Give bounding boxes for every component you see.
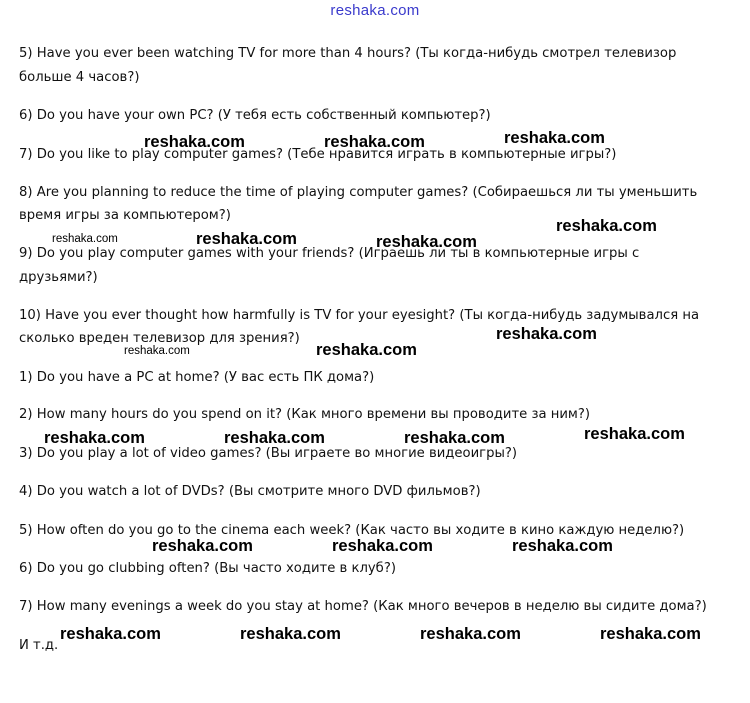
watermark: reshaka.com xyxy=(496,325,597,343)
watermark: reshaka.com xyxy=(52,233,118,245)
watermark: reshaka.com xyxy=(196,230,297,248)
text-line: 10) Have you ever thought how harmfully is TV for your eyesight? (Ты когда-нибудь задумывался на xyxy=(19,308,700,323)
watermark: reshaka.com xyxy=(504,129,605,147)
watermark: reshaka.com xyxy=(144,133,245,151)
text-line: больше 4 часов?) xyxy=(19,70,140,85)
text-line: 7) How many evenings a week do you stay at home? (Как много вечеров в неделю вы сидите дома?) xyxy=(19,599,707,614)
text-line: 3) Do you play a lot of video games? (Вы играете во многие видеоигры?) xyxy=(19,446,518,461)
watermark: reshaka.com xyxy=(44,429,145,447)
watermark: reshaka.com xyxy=(316,341,417,359)
text-line: 4) Do you watch a lot of DVDs? (Вы смотрите много DVD фильмов?) xyxy=(19,484,481,499)
watermark: reshaka.com xyxy=(584,425,685,443)
text-line: 1) Do you have a PC at home? (У вас есть ПК дома?) xyxy=(19,370,375,385)
watermark: reshaka.com xyxy=(556,217,657,235)
text-line: 8) Are you planning to reduce the time of playing computer games? (Собираешься ли ты уменьшить xyxy=(19,185,698,200)
text-line: друзьями?) xyxy=(19,270,98,285)
text-line: время игры за компьютером?) xyxy=(19,208,231,223)
text-line: 9) Do you play computer games with your friends? (Играешь ли ты в компьютерные игры с xyxy=(19,246,640,261)
watermark: reshaka.com xyxy=(60,625,161,643)
text-line: 6) Do you go clubbing often? (Вы часто ходите в клуб?) xyxy=(19,561,396,576)
watermark: reshaka.com xyxy=(324,133,425,151)
watermark: reshaka.com xyxy=(404,429,505,447)
text-line: 2) How many hours do you spend on it? (Как много времени вы проводите за ним?) xyxy=(19,407,591,422)
site-header-link[interactable]: reshaka.com xyxy=(330,2,420,19)
text-line: 7) Do you like to play computer games? (Тебе нравится играть в компьютерные игры?) xyxy=(19,147,617,162)
watermark: reshaka.com xyxy=(124,345,190,357)
watermark: reshaka.com xyxy=(512,537,613,555)
watermark: reshaka.com xyxy=(332,537,433,555)
text-line: 5) How often do you go to the cinema each week? (Как часто вы ходите в кино каждую неделю?) xyxy=(19,523,685,538)
watermark: reshaka.com xyxy=(600,625,701,643)
watermark: reshaka.com xyxy=(152,537,253,555)
watermark: reshaka.com xyxy=(224,429,325,447)
watermark: reshaka.com xyxy=(240,625,341,643)
watermark: reshaka.com xyxy=(420,625,521,643)
watermark: reshaka.com xyxy=(376,233,477,251)
text-line: 6) Do you have your own PC? (У тебя есть собственный компьютер?) xyxy=(19,108,491,123)
text-line: сколько вреден телевизор для зрения?) xyxy=(19,331,300,346)
text-line: 5) Have you ever been watching TV for more than 4 hours? (Ты когда-нибудь смотрел телевизор xyxy=(19,46,677,61)
text-line: И т.д. xyxy=(19,638,59,653)
